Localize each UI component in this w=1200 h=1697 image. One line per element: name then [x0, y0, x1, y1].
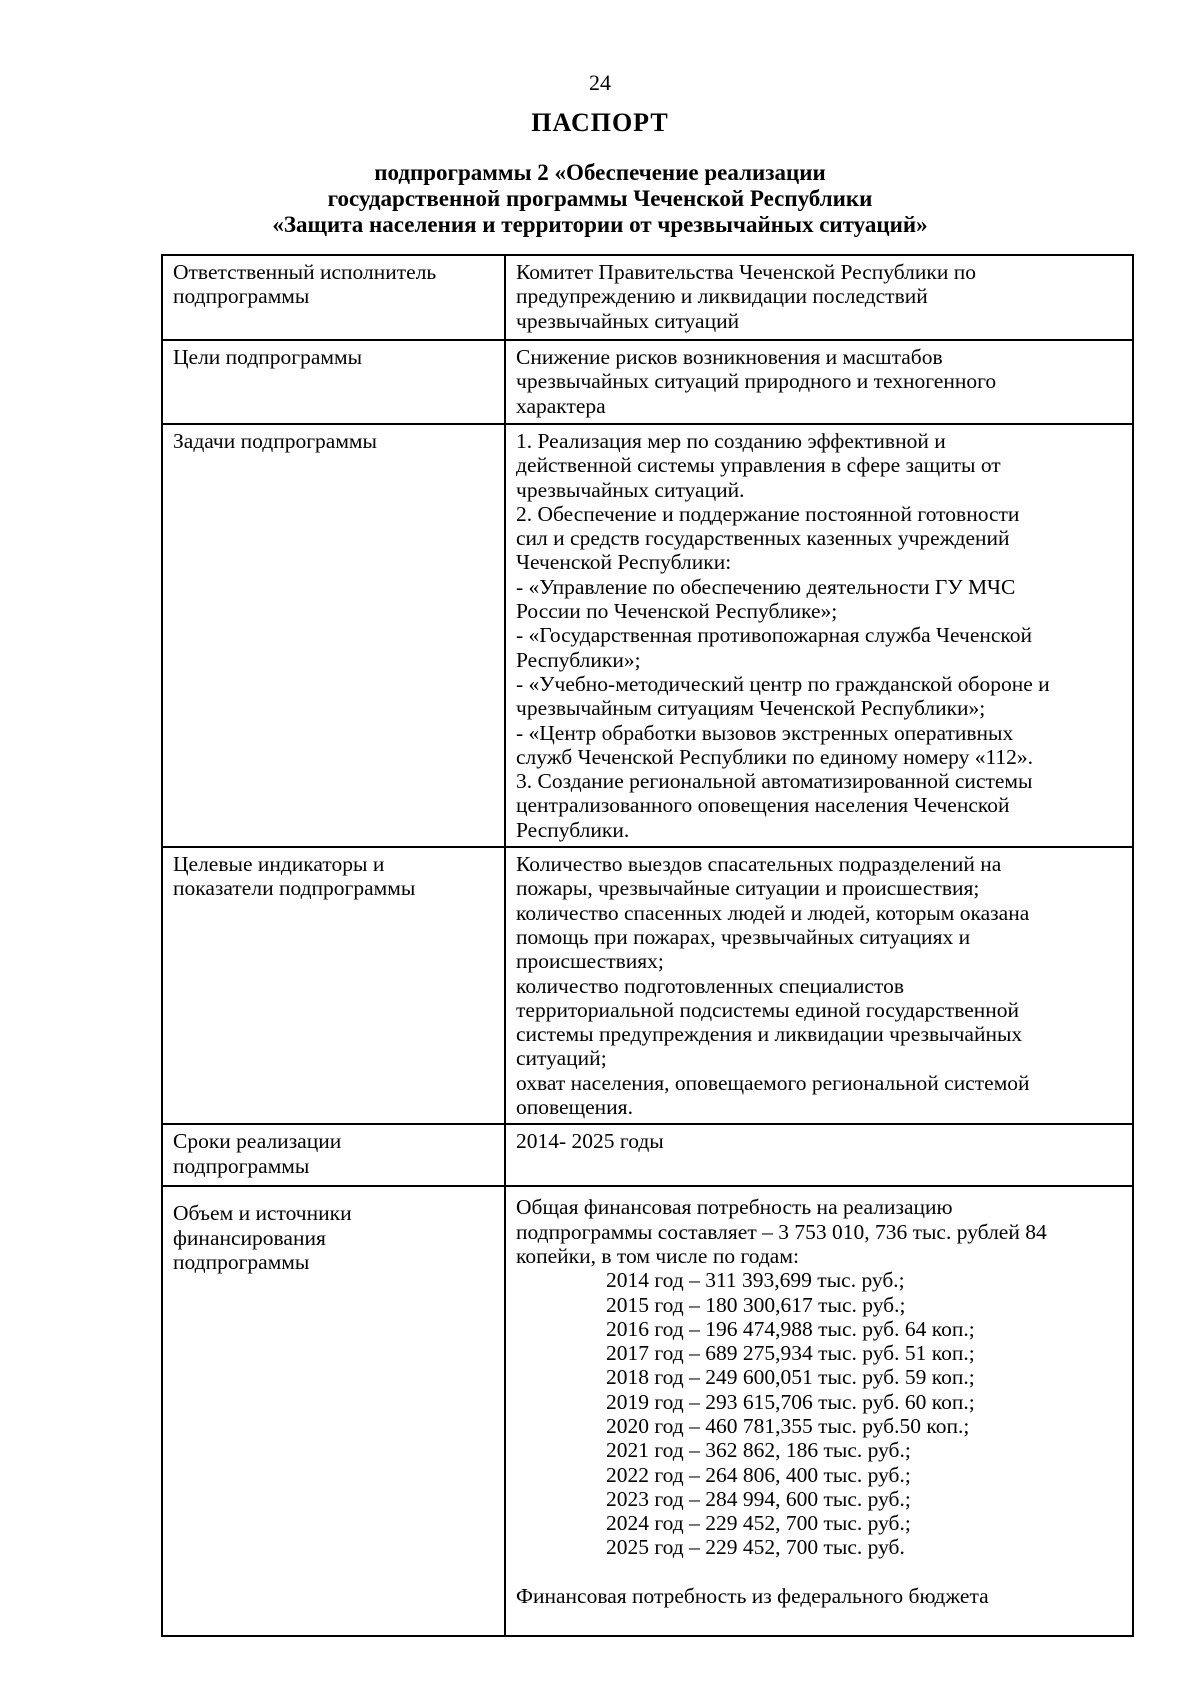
- page-number: 24: [589, 70, 611, 95]
- text-line: Республики»;: [516, 647, 641, 672]
- year-amount: 2020 год – 460 781,355 тыс. руб.50 коп.;: [606, 1413, 970, 1438]
- text-line: чрезвычайным ситуациям Чеченской Республики»;: [516, 696, 986, 721]
- funding-footer: Финансовая потребность из федерального бюджета: [516, 1583, 989, 1608]
- text-line: служб Чеченской Республики по единому номеру «112».: [516, 744, 1034, 769]
- row-label: [162, 1186, 505, 1636]
- text-line: Комитет Правительства Чеченской Республики по: [516, 260, 976, 284]
- text-line: Общая финансовая потребность на реализацию: [516, 1195, 953, 1220]
- funding-years-list: [516, 1268, 1122, 1560]
- spacer: [516, 1560, 1122, 1584]
- year-amount: 2016 год – 196 474,988 тыс. руб. 64 коп.;: [606, 1316, 975, 1341]
- text-line: - «Государственная противопожарная служба Чеченской: [516, 623, 1033, 648]
- text-line: - «Управление по обеспечению деятельности ГУ МЧС: [516, 574, 1016, 599]
- year-amount: 2024 год – 229 452, 700 тыс. руб.;: [606, 1511, 911, 1536]
- text-line: происшествиях;: [516, 949, 664, 974]
- document-subtitle: [0, 160, 1200, 238]
- row-label: [162, 255, 505, 340]
- text-line: подпрограммы составляет – 3 753 010, 736 тыс. рублей 84: [516, 1219, 1047, 1244]
- year-amount: 2019 год – 293 615,706 тыс. руб. 60 коп.;: [606, 1389, 975, 1414]
- document-title: ПАСПОРТ: [531, 108, 669, 137]
- text-line: подпрограммы: [173, 1153, 310, 1178]
- subtitle-line: подпрограммы 2 «Обеспечение реализации: [374, 160, 826, 185]
- row-value: [505, 340, 1133, 424]
- funding-value: [505, 1186, 1133, 1636]
- row-value: [505, 847, 1133, 1124]
- text-line: территориальной подсистемы единой государственной: [516, 997, 1020, 1022]
- text-line: Количество выездов спасательных подразделений на: [516, 852, 1002, 877]
- year-amount: 2014 год – 311 393,699 тыс. руб.;: [606, 1268, 905, 1293]
- text-line: количество спасенных людей и людей, которым оказана: [516, 900, 1030, 925]
- text-line: 1. Реализация мер по созданию эффективной и: [516, 429, 946, 453]
- row-label: [162, 424, 505, 847]
- year-amount: 2018 год – 249 600,051 тыс. руб. 59 коп.;: [606, 1365, 975, 1390]
- year-amount: 2021 год – 362 862, 186 тыс. руб.;: [606, 1438, 911, 1463]
- text-line: Цели подпрограммы: [173, 345, 363, 369]
- text-line: финансирования: [173, 1225, 326, 1250]
- text-line: Объем и источники: [173, 1201, 352, 1226]
- text-line: Снижение рисков возникновения и масштабов: [516, 345, 943, 369]
- passport-table: [161, 254, 1134, 1637]
- text-line: чрезвычайных ситуаций природного и техногенного: [516, 369, 997, 394]
- text-line: Ответственный исполнитель: [173, 260, 437, 284]
- row-label: [162, 847, 505, 1124]
- table-row: [162, 847, 1133, 1124]
- text-line: сил и средств государственных казенных учреждений: [516, 526, 1010, 551]
- table-row: [162, 1124, 1133, 1186]
- text-line: показатели подпрограммы: [173, 876, 416, 901]
- text-line: ситуаций;: [516, 1046, 607, 1071]
- text-line: чрезвычайных ситуаций.: [516, 477, 745, 502]
- text-line: Целевые индикаторы и: [173, 852, 385, 877]
- table-row: [162, 1186, 1133, 1636]
- text-line: копейки, в том числе по годам:: [516, 1243, 799, 1268]
- year-amount: 2025 год – 229 452, 700 тыс. руб.: [606, 1535, 905, 1560]
- text-line: 2014- 2025 годы: [516, 1129, 664, 1154]
- table-row: [162, 424, 1133, 847]
- text-line: характера: [516, 393, 606, 418]
- row-label: [162, 1124, 505, 1186]
- row-label: [162, 340, 505, 424]
- text-line: - «Учебно-методический центр по гражданской обороне и: [516, 671, 1050, 696]
- text-line: Задачи подпрограммы: [173, 429, 377, 453]
- text-line: Чеченской Республики:: [516, 550, 732, 575]
- row-value: [505, 1124, 1133, 1186]
- text-line: действенной системы управления в сфере защиты от: [516, 453, 1001, 478]
- year-amount: 2017 год – 689 275,934 тыс. руб. 51 коп.;: [606, 1341, 975, 1366]
- text-line: чрезвычайных ситуаций: [516, 308, 740, 333]
- text-line: подпрограммы: [173, 1249, 310, 1274]
- text-line: 3. Создание региональной автоматизированной системы: [516, 769, 1033, 794]
- year-amount: 2022 год – 264 806, 400 тыс. руб.;: [606, 1462, 911, 1487]
- year-amount: 2023 год – 284 994, 600 тыс. руб.;: [606, 1486, 911, 1511]
- row-value: [505, 424, 1133, 847]
- text-line: - «Центр обработки вызовов экстренных оперативных: [516, 720, 1014, 745]
- text-line: помощь при пожарах, чрезвычайных ситуациях и: [516, 924, 971, 949]
- row-value: [505, 255, 1133, 340]
- text-line: оповещения.: [516, 1095, 633, 1120]
- text-line: 2. Обеспечение и поддержание постоянной готовности: [516, 501, 1020, 526]
- table-row: [162, 255, 1133, 340]
- text-line: подпрограммы: [173, 284, 310, 309]
- subtitle-line: «Защита населения и территории от чрезвычайных ситуаций»: [272, 212, 928, 237]
- subtitle-line: государственной программы Чеченской Республики: [327, 186, 873, 211]
- year-amount: 2015 год – 180 300,617 тыс. руб.;: [606, 1292, 906, 1317]
- text-line: системы предупреждения и ликвидации чрезвычайных: [516, 1022, 1023, 1047]
- text-line: Республики.: [516, 817, 630, 842]
- text-line: предупреждению и ликвидации последствий: [516, 284, 928, 309]
- text-line: России по Чеченской Республике»;: [516, 599, 838, 624]
- text-line: охват населения, оповещаемого региональной системой: [516, 1070, 1030, 1095]
- text-line: Сроки реализации: [173, 1129, 342, 1154]
- text-line: количество подготовленных специалистов: [516, 973, 905, 998]
- text-line: пожары, чрезвычайные ситуации и происшествия;: [516, 876, 980, 901]
- text-line: централизованного оповещения населения Чеченской: [516, 793, 1010, 818]
- table-row: [162, 340, 1133, 424]
